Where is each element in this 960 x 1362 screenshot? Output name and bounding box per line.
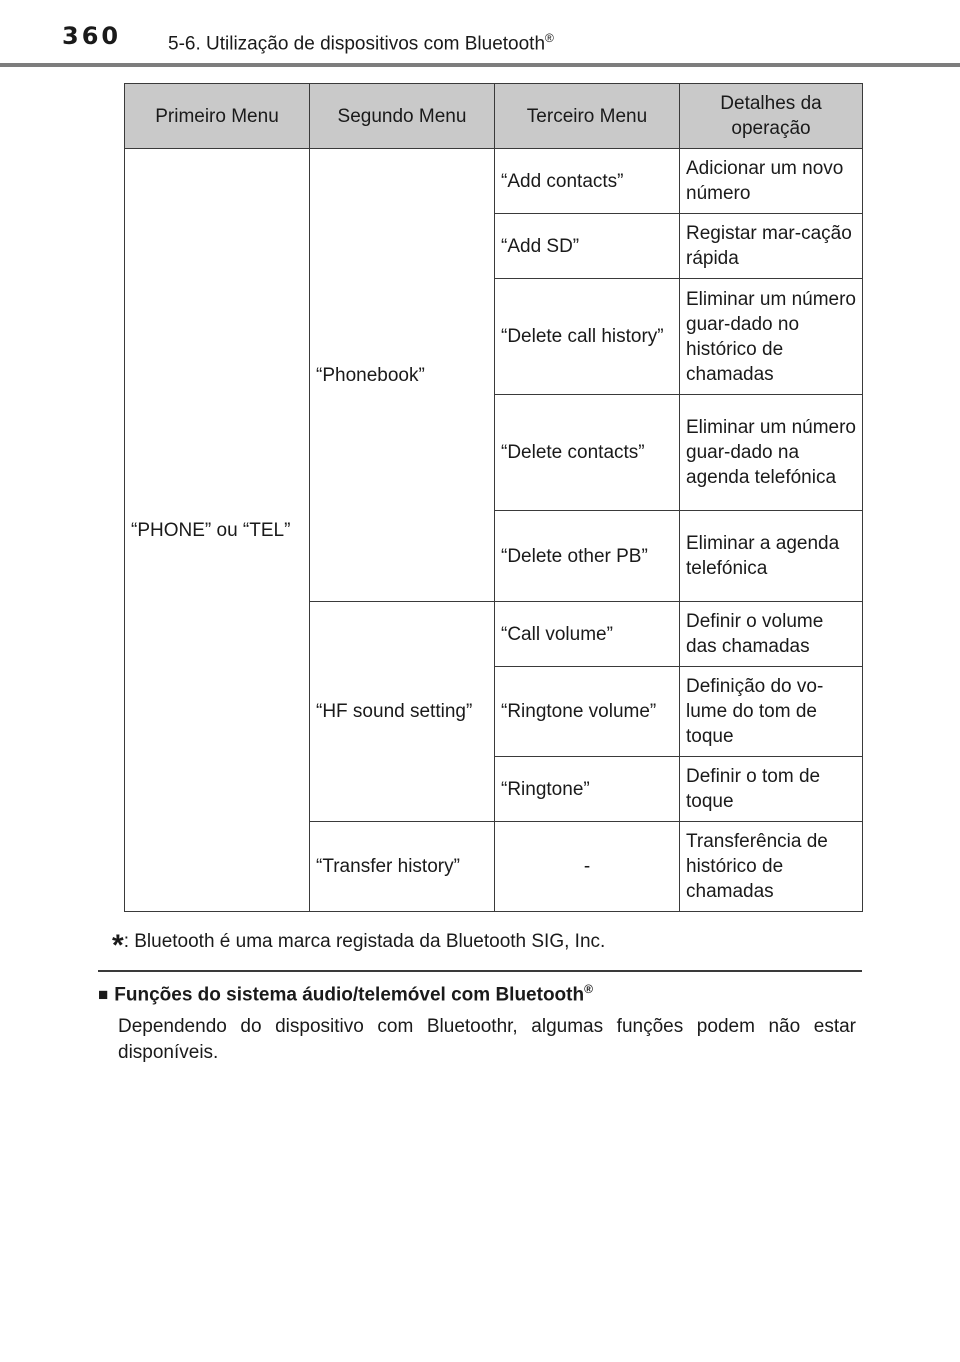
third-menu-cell: “Add contacts” [495,149,680,214]
details-cell: Eliminar um número guar-dado no histórico de chamadas [680,279,863,395]
square-bullet-icon: ■ [98,985,109,1005]
details-cell: Transferência de histórico de chamadas [680,822,863,912]
operations-table [124,83,863,912]
column-header-details: Detalhes da operação [680,84,863,149]
third-menu-cell: “Add SD” [495,214,680,279]
registered-mark: ® [584,982,593,996]
table-header-row [125,84,863,149]
third-menu-cell: “Ringtone volume” [495,667,680,757]
details-cell: Definir o tom de toque [680,757,863,822]
first-menu-cell: “PHONE” ou “TEL” [125,149,310,912]
details-cell: Adicionar um novo número [680,149,863,214]
details-cell: Definir o volume das chamadas [680,602,863,667]
subsection-body: Dependendo do dispositivo com Bluetoothr, algumas funções podem não estar disponíveis. [118,1016,856,1063]
registered-mark: ® [545,31,554,45]
third-menu-cell: “Delete contacts” [495,395,680,511]
third-menu-cell: “Delete other PB” [495,511,680,602]
second-menu-cell: “Transfer history” [310,822,495,912]
page-header [0,0,960,66]
footnote-text: : Bluetooth é uma marca registada da Bluetooth SIG, Inc. [123,931,606,952]
third-menu-cell: “Call volume” [495,602,680,667]
second-menu-cell: “Phonebook” [310,149,495,602]
footnote-marker: * [112,929,124,962]
third-menu-cell: “Delete call history” [495,279,680,395]
section-title [168,31,554,55]
third-menu-cell: - [495,822,680,912]
subsection-heading [98,982,593,1006]
details-cell: Registar mar-cação rápida [680,214,863,279]
details-cell: Eliminar a agenda telefónica [680,511,863,602]
header-divider [0,63,960,67]
footnote [112,921,606,962]
page-number: 360 [62,22,122,50]
third-menu-cell: “Ringtone” [495,757,680,822]
details-cell: Eliminar um número guar-dado na agenda telefónica [680,395,863,511]
section-title-text: 5-6. Utilização de dispositivos com Bluetooth [168,33,546,55]
column-header-third-menu: Terceiro Menu [495,84,680,149]
section-divider [98,970,862,972]
details-cell: Definição do vo-lume do tom de toque [680,667,863,757]
column-header-second-menu: Segundo Menu [310,84,495,149]
column-header-first-menu: Primeiro Menu [125,84,310,149]
second-menu-cell: “HF sound setting” [310,602,495,822]
subsection-title: Funções do sistema áudio/telemóvel com Bluetooth [114,984,585,1006]
table-row [125,149,863,214]
